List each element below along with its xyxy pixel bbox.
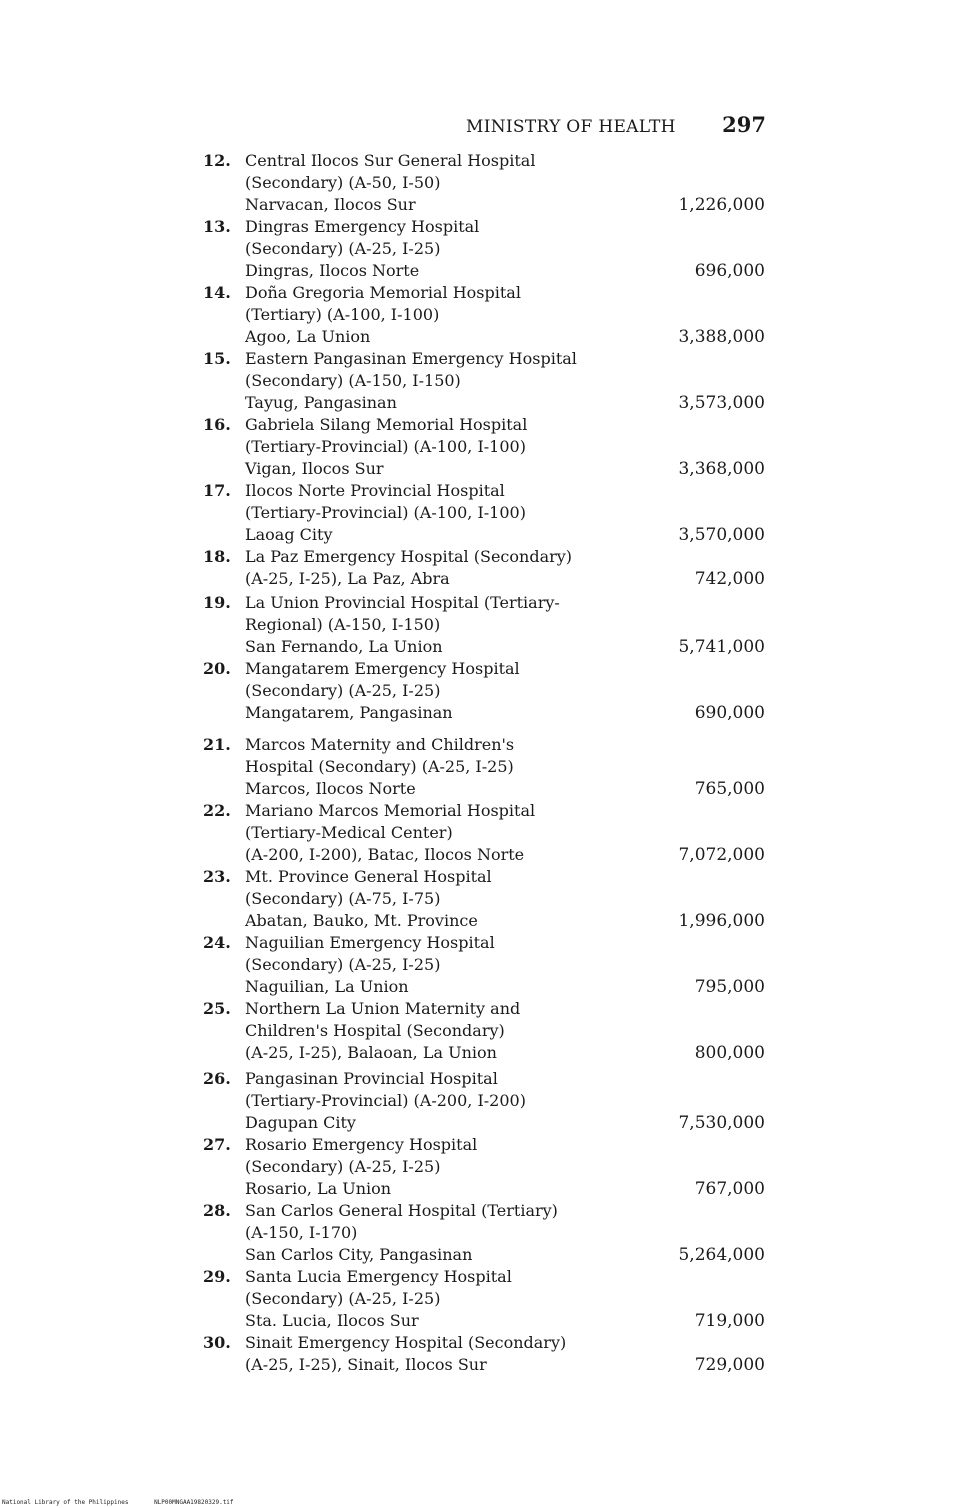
entry-text-line: Vigan, Ilocos Sur	[245, 459, 384, 478]
entry-text-line: Laoag City	[245, 525, 333, 544]
entry-text-line: Dagupan City	[245, 1113, 356, 1132]
entry-text-line: Mt. Province General Hospital	[245, 867, 492, 886]
entry-text-line: (Tertiary) (A-100, I-100)	[245, 305, 440, 324]
entry-number: 17.	[203, 481, 231, 500]
entry-amount: 765,000	[694, 779, 765, 799]
entry-number: 29.	[203, 1267, 231, 1286]
page-number: 297	[722, 112, 766, 137]
entry-number: 20.	[203, 659, 231, 678]
entry-text-line: (Tertiary-Provincial) (A-200, I-200)	[245, 1091, 526, 1110]
entry-number: 14.	[203, 283, 231, 302]
entry-text-line: (Secondary) (A-25, I-25)	[245, 1157, 441, 1176]
entry-text-line: Narvacan, Ilocos Sur	[245, 195, 416, 214]
entry-text-line: Agoo, La Union	[245, 327, 371, 346]
entry-text-line: (Secondary) (A-25, I-25)	[245, 239, 441, 258]
entry-text-line: Marcos Maternity and Children's	[245, 735, 515, 754]
entry-text-line: Regional) (A-150, I-150)	[245, 615, 441, 634]
entry-text-line: (A-25, I-25), La Paz, Abra	[245, 569, 450, 588]
entry-number: 30.	[203, 1333, 231, 1352]
entry-text-line: Tayug, Pangasinan	[245, 393, 397, 412]
entry-number: 16.	[203, 415, 231, 434]
entry-text-line: (A-25, I-25), Balaoan, La Union	[245, 1043, 497, 1062]
entry-number: 13.	[203, 217, 231, 236]
entry-text-line: Children's Hospital (Secondary)	[245, 1021, 505, 1040]
entry-number: 18.	[203, 547, 231, 566]
entry-amount: 3,388,000	[678, 327, 765, 347]
entry-text-line: Naguilian, La Union	[245, 977, 409, 996]
entry-amount: 767,000	[694, 1179, 765, 1199]
entry-number: 25.	[203, 999, 231, 1018]
page-header	[466, 112, 766, 140]
entry-text-line: Mariano Marcos Memorial Hospital	[245, 801, 536, 820]
entry-amount: 742,000	[694, 569, 765, 589]
entry-text-line: San Carlos General Hospital (Tertiary)	[245, 1201, 558, 1220]
entry-amount: 3,573,000	[678, 393, 765, 413]
library-credit: National Library of the Philippines	[2, 1499, 129, 1506]
entry-text-line: San Carlos City, Pangasinan	[245, 1245, 473, 1264]
entry-text-line: Eastern Pangasinan Emergency Hospital	[245, 349, 577, 368]
entry-amount: 696,000	[694, 261, 765, 281]
entry-text-line: Hospital (Secondary) (A-25, I-25)	[245, 757, 514, 776]
entry-number: 24.	[203, 933, 231, 952]
entry-text-line: La Paz Emergency Hospital (Secondary)	[245, 547, 573, 566]
entry-number: 12.	[203, 151, 231, 170]
entry-text-line: (Secondary) (A-25, I-25)	[245, 1289, 441, 1308]
entry-text-line: (Tertiary-Medical Center)	[245, 823, 453, 842]
entry-text-line: Santa Lucia Emergency Hospital	[245, 1267, 512, 1286]
entry-amount: 1,996,000	[678, 911, 765, 931]
entry-text-line: Dingras Emergency Hospital	[245, 217, 480, 236]
entry-text-line: Sta. Lucia, Ilocos Sur	[245, 1311, 419, 1330]
entry-amount: 3,368,000	[678, 459, 765, 479]
entry-text-line: La Union Provincial Hospital (Tertiary-	[245, 593, 560, 612]
entry-number: 27.	[203, 1135, 231, 1154]
entry-number: 23.	[203, 867, 231, 886]
file-id: NLP00MNGAA19820329.tif	[154, 1499, 234, 1506]
entry-amount: 1,226,000	[678, 195, 765, 215]
entry-number: 26.	[203, 1069, 231, 1088]
entry-amount: 5,264,000	[678, 1245, 765, 1265]
entry-text-line: Dingras, Ilocos Norte	[245, 261, 420, 280]
entry-amount: 795,000	[694, 977, 765, 997]
entry-amount: 7,072,000	[678, 845, 765, 865]
entry-amount: 3,570,000	[678, 525, 765, 545]
entry-text-line: Mangatarem Emergency Hospital	[245, 659, 520, 678]
entry-amount: 800,000	[694, 1043, 765, 1063]
entry-text-line: (Secondary) (A-75, I-75)	[245, 889, 441, 908]
entry-number: 15.	[203, 349, 231, 368]
entry-number: 22.	[203, 801, 231, 820]
entry-text-line: Rosario Emergency Hospital	[245, 1135, 478, 1154]
entry-text-line: Marcos, Ilocos Norte	[245, 779, 416, 798]
entry-text-line: Abatan, Bauko, Mt. Province	[245, 911, 478, 930]
entry-text-line: (Tertiary-Provincial) (A-100, I-100)	[245, 503, 526, 522]
entry-amount: 7,530,000	[678, 1113, 765, 1133]
entry-text-line: Northern La Union Maternity and	[245, 999, 521, 1018]
entry-text-line: Ilocos Norte Provincial Hospital	[245, 481, 505, 500]
entry-text-line: Doña Gregoria Memorial Hospital	[245, 283, 521, 302]
entry-amount: 729,000	[694, 1355, 765, 1375]
entry-text-line: (Secondary) (A-25, I-25)	[245, 955, 441, 974]
entry-text-line: San Fernando, La Union	[245, 637, 443, 656]
entry-amount: 719,000	[694, 1311, 765, 1331]
entry-text-line: (Tertiary-Provincial) (A-100, I-100)	[245, 437, 526, 456]
entry-amount: 690,000	[694, 703, 765, 723]
entry-text-line: (A-200, I-200), Batac, Ilocos Norte	[245, 845, 525, 864]
entry-text-line: (A-150, I-170)	[245, 1223, 358, 1242]
entry-number: 21.	[203, 735, 231, 754]
entry-text-line: Pangasinan Provincial Hospital	[245, 1069, 498, 1088]
entry-text-line: (Secondary) (A-150, I-150)	[245, 371, 461, 390]
entry-text-line: Naguilian Emergency Hospital	[245, 933, 495, 952]
entry-amount: 5,741,000	[678, 637, 765, 657]
entry-text-line: Rosario, La Union	[245, 1179, 392, 1198]
running-title: MINISTRY OF HEALTH	[466, 117, 676, 137]
entry-text-line: Sinait Emergency Hospital (Secondary)	[245, 1333, 567, 1352]
entry-text-line: (A-25, I-25), Sinait, Ilocos Sur	[245, 1355, 487, 1374]
scan-footer	[2, 1499, 234, 1506]
entry-text-line: Central Ilocos Sur General Hospital	[245, 151, 536, 170]
entry-text-line: (Secondary) (A-25, I-25)	[245, 681, 441, 700]
entry-text-line: Gabriela Silang Memorial Hospital	[245, 415, 528, 434]
entry-number: 28.	[203, 1201, 231, 1220]
entry-text-line: (Secondary) (A-50, I-50)	[245, 173, 441, 192]
entry-number: 19.	[203, 593, 231, 612]
entry-text-line: Mangatarem, Pangasinan	[245, 703, 453, 722]
